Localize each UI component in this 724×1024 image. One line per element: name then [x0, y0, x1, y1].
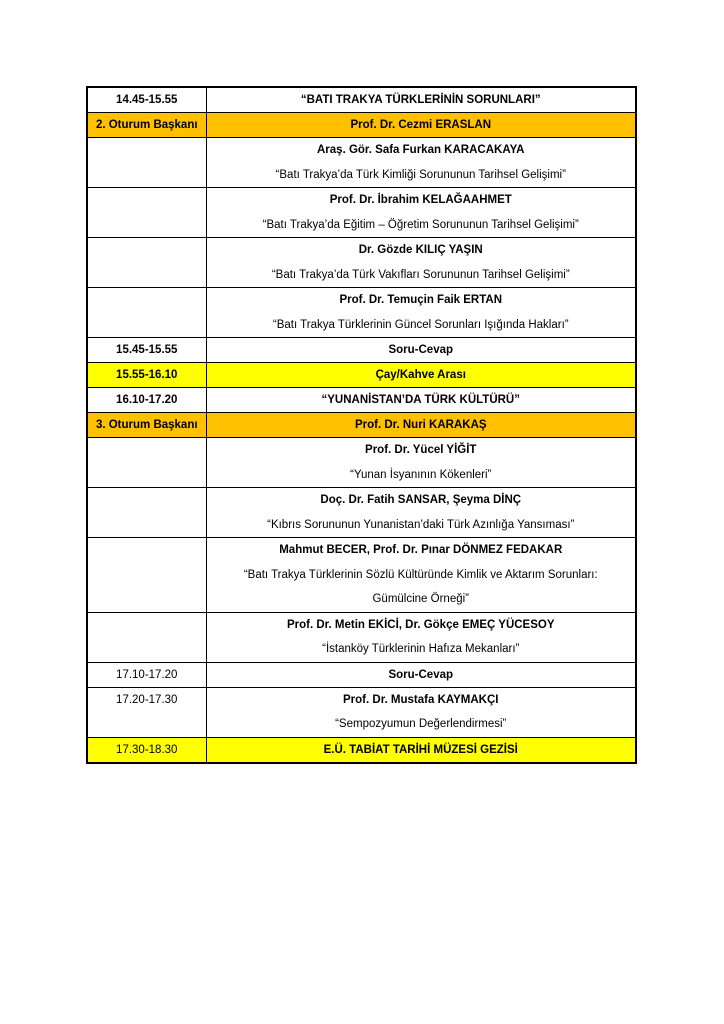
- break-row: [87, 737, 636, 763]
- talk-cell: [206, 288, 636, 338]
- talk-title-continued: Gümülcine Örneği”: [372, 593, 469, 605]
- talk-cell: [206, 138, 636, 188]
- chair-label: 2. Oturum Başkanı: [87, 113, 206, 138]
- time-cell: [87, 438, 206, 488]
- time-cell: 17.20-17.30: [87, 687, 206, 737]
- time-cell: [87, 538, 206, 613]
- time-cell: [87, 138, 206, 188]
- time-cell: 15.55-16.10: [87, 363, 206, 388]
- chair-row: [87, 413, 636, 438]
- talk-cell: [206, 538, 636, 613]
- talk-title: “Sempozyumun Değerlendirmesi”: [335, 718, 507, 730]
- table-row: [87, 388, 636, 413]
- talk-title: “Batı Trakya’da Eğitim – Öğretim Sorununun Tarihsel Gelişimi”: [262, 218, 579, 231]
- talk-title: “Kıbrıs Sorununun Yunanistan’daki Türk Azınlığa Yansıması”: [267, 518, 575, 531]
- table-row: [87, 87, 636, 113]
- time-cell: 16.10-17.20: [87, 388, 206, 413]
- program-table: [86, 86, 637, 764]
- talk-row: [87, 138, 636, 188]
- speaker: Prof. Dr. İbrahim KELAĞAAHMET: [329, 194, 512, 206]
- talk-row: [87, 438, 636, 488]
- speaker: Mahmut BECER, Prof. Dr. Pınar DÖNMEZ FEDAKAR: [279, 544, 563, 556]
- talk-title: “Batı Trakya Türklerinin Sözlü Kültüründe Kimlik ve Aktarım Sorunları:: [243, 568, 598, 581]
- speaker: Araş. Gör. Safa Furkan KARACAKAYA: [317, 144, 525, 156]
- chair-name: Prof. Dr. Cezmi ERASLAN: [206, 113, 636, 138]
- talk-row: [87, 538, 636, 613]
- time-cell: [87, 288, 206, 338]
- talk-cell: [206, 488, 636, 538]
- talk-cell: [206, 612, 636, 662]
- time-cell: 15.45-15.55: [87, 338, 206, 363]
- talk-row: [87, 488, 636, 538]
- talk-title: “Batı Trakya’da Türk Kimliği Sorununun Tarihsel Gelişimi”: [275, 168, 566, 181]
- talk-row: [87, 238, 636, 288]
- talk-title: “İstanköy Türklerinin Hafıza Mekanları”: [322, 643, 520, 655]
- talk-title: “Batı Trakya’da Türk Vakıfları Sorununun Tarihsel Gelişimi”: [271, 268, 570, 281]
- time-cell: [87, 488, 206, 538]
- time-cell: 17.10-17.20: [87, 662, 206, 687]
- speaker: Doç. Dr. Fatih SANSAR, Şeyma DİNÇ: [320, 494, 522, 506]
- time-cell: 17.30-18.30: [87, 737, 206, 763]
- chair-name: Prof. Dr. Nuri KARAKAŞ: [206, 413, 636, 438]
- session-title: “BATI TRAKYA TÜRKLERİNİN SORUNLARI”: [206, 87, 636, 113]
- time-cell: 14.45-15.55: [87, 87, 206, 113]
- chair-row: [87, 113, 636, 138]
- talk-title: “Yunan İsyanının Kökenleri”: [350, 468, 492, 481]
- speaker: Dr. Gözde KILIÇ YAŞIN: [358, 244, 483, 256]
- speaker: Prof. Dr. Temuçin Faik ERTAN: [339, 294, 503, 306]
- talk-cell: [206, 687, 636, 737]
- talk-cell: [206, 438, 636, 488]
- speaker: Prof. Dr. Mustafa KAYMAKÇI: [343, 693, 499, 706]
- talk-title: “Batı Trakya Türklerinin Güncel Sorunları Işığında Hakları”: [272, 318, 569, 331]
- chair-label: 3. Oturum Başkanı: [87, 413, 206, 438]
- break-label: Çay/Kahve Arası: [206, 363, 636, 388]
- talk-cell: [206, 188, 636, 238]
- time-cell: [87, 188, 206, 238]
- break-row: [87, 363, 636, 388]
- time-cell: [87, 612, 206, 662]
- talk-row: [87, 612, 636, 662]
- qa-label: Soru-Cevap: [206, 662, 636, 687]
- tour-label: E.Ü. TABİAT TARİHİ MÜZESİ GEZİSİ: [206, 737, 636, 763]
- time-cell: [87, 238, 206, 288]
- speaker: Prof. Dr. Yücel YİĞİT: [365, 444, 477, 456]
- talk-row: [87, 288, 636, 338]
- speaker: Prof. Dr. Metin EKİCİ, Dr. Gökçe EMEÇ YÜCESOY: [286, 618, 555, 631]
- talk-cell: [206, 238, 636, 288]
- table-row: [87, 662, 636, 687]
- qa-label: Soru-Cevap: [206, 338, 636, 363]
- talk-row: [87, 188, 636, 238]
- table-row: [87, 338, 636, 363]
- session-title: “YUNANİSTAN’DA TÜRK KÜLTÜRÜ”: [206, 388, 636, 413]
- talk-row: [87, 687, 636, 737]
